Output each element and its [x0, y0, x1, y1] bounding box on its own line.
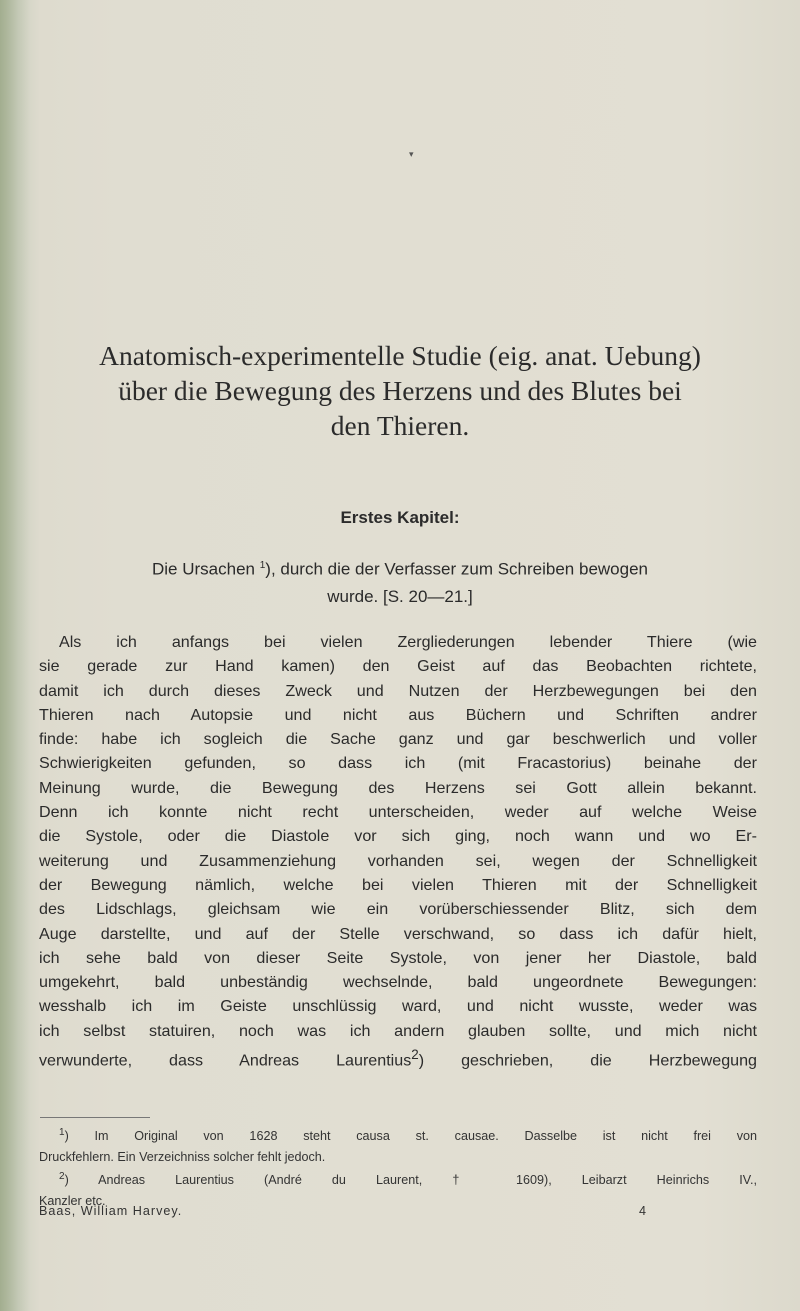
- title-line: Anatomisch-experimentelle Studie (eig. anat. Uebung): [99, 340, 701, 371]
- text-line: Schwierigkeiten gefunden, so dass ich (mit Fracastorius) beinahe der: [39, 754, 757, 773]
- text-line: ich selbst statuiren, noch was ich andern glauben sollte, und mich nicht: [39, 1021, 757, 1040]
- footnote-line: $^2$) Andreas Laurentius (André du Laurent, † 1609), Leibarzt Heinrichs IV.,: [59, 1171, 757, 1188]
- page-title: [20, 338, 780, 443]
- page-footer: [39, 1204, 679, 1218]
- title-line: den Thieren.: [330, 410, 470, 441]
- footnote-divider: [40, 1117, 150, 1118]
- subtitle-line: Die Ursachen $^1$), durch die der Verfasser zum Schreiben bewogen: [152, 559, 648, 579]
- footnote-line: Druckfehlern. Ein Verzeichniss solcher fehlt jedoch.: [39, 1149, 326, 1164]
- footnote-number: 1: [59, 1127, 65, 1138]
- text-line: des Lidschlags, gleichsam wie ein vorüberschiessender Blitz, sich dem: [39, 900, 757, 919]
- page-edge-shadow: [0, 0, 30, 1311]
- text-line: damit ich durch dieses Zweck und Nutzen der Herzbewegungen bei den: [39, 681, 757, 700]
- page-number: 4: [639, 1204, 647, 1218]
- text-line: sie gerade zur Hand kamen) den Geist auf das Beobachten richtete,: [39, 657, 757, 676]
- text-line: verwunderte, dass Andreas Laurentius$^2$) geschrieben, die Herzbewegung: [39, 1047, 757, 1070]
- footnote-line: $^1$) Im Original von 1628 steht causa st. causae. Dasselbe ist nicht frei von: [59, 1127, 757, 1144]
- text-line: Als ich anfangs bei vielen Zergliederungen lebender Thiere (wie: [59, 633, 757, 651]
- footer-author: Baas, William Harvey.: [39, 1204, 183, 1218]
- subtitle-line: wurde. [S. 20—21.]: [327, 586, 473, 606]
- printer-mark: ▾: [409, 150, 414, 160]
- text-line: Auge darstellte, und auf der Stelle verschwand, so dass ich dafür hielt,: [39, 924, 757, 943]
- footnotes: [39, 1123, 757, 1211]
- text-line: Meinung wurde, die Bewegung des Herzens sei Gott allein bekannt.: [39, 778, 757, 797]
- footnote-number: 2: [59, 1171, 65, 1183]
- text-line: der Bewegung nämlich, welche bei vielen Thieren mit der Schnelligkeit: [39, 875, 757, 894]
- text-line: weiterung und Zusammenziehung vorhanden sei, wegen der Schnelligkeit: [39, 851, 757, 870]
- footnote-ref: 1: [259, 560, 266, 571]
- footnote-line: Kanzler etc.: [39, 1193, 106, 1208]
- chapter-subtitle: [30, 552, 770, 610]
- body-paragraph: [39, 630, 757, 1073]
- text-line: ich sehe bald von dieser Seite Systole, von jener her Diastole, bald: [39, 948, 757, 967]
- footnote-ref: 2: [411, 1047, 419, 1063]
- text-line: umgekehrt, bald unbeständig wechselnde, bald ungeordnete Bewegungen:: [39, 973, 757, 992]
- text-line: die Systole, oder die Diastole vor sich ging, noch wann und wo Er-: [39, 827, 757, 846]
- chapter-heading: Erstes Kapitel:: [340, 508, 460, 527]
- text-line: wesshalb ich im Geiste unschlüssig ward, und nicht wusste, weder was: [39, 997, 757, 1016]
- text-line: Thieren nach Autopsie und nicht aus Büchern und Schriften andrer: [39, 705, 757, 724]
- title-line: über die Bewegung des Herzens und des Blutes bei: [118, 375, 682, 406]
- text-line: Denn ich konnte nicht recht unterscheiden, weder auf welche Weise: [39, 803, 757, 822]
- text-line: finde: habe ich sogleich die Sache ganz und gar beschwerlich und voller: [39, 730, 757, 749]
